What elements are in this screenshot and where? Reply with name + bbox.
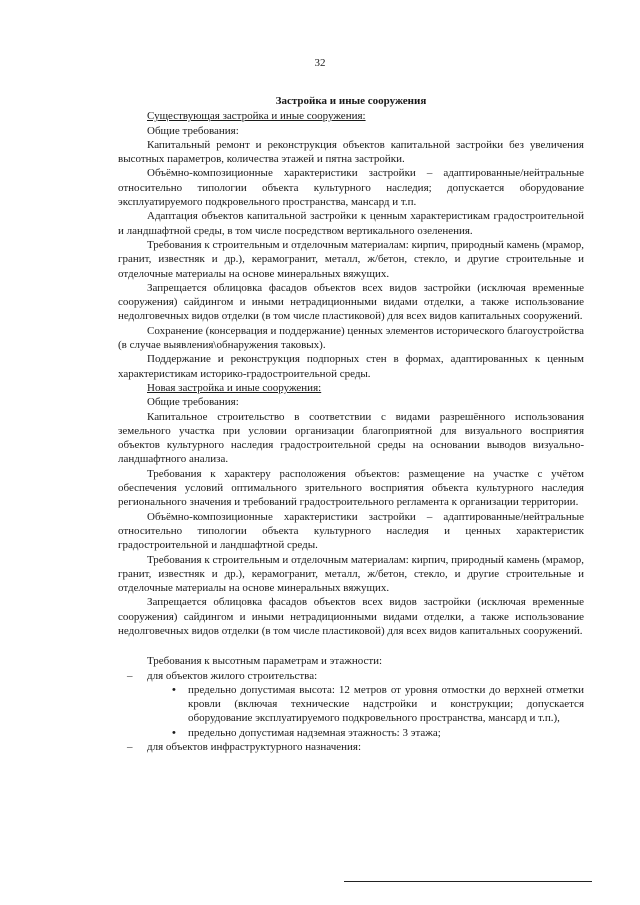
section-heading: Застройка и иные сооружения <box>275 95 427 107</box>
new-paragraph: Объёмно-композиционные характеристики застройки – адаптированные/нейтральные относительно типологии объекта культурного наследия и ценных характеристик градостроительной и ландшафтной среды. <box>118 510 584 552</box>
existing-paragraph: Требования к строительным и отделочным материалам: кирпич, природный камень (мрамор, гранит, известняк и др.), керамогранит, металл, ж/бетон, стекло, и другие строительные и отделочные материалы на основе минеральных вяжущих. <box>118 238 584 280</box>
height-requirements-intro: Требования к высотным параметрам и этажности: <box>147 655 383 668</box>
new-paragraph: Запрещается облицовка фасадов объектов всех видов застройки (исключая временные сооружения) сайдингом и иными нетрадиционными видами отделки, а также использование недолговечных видов отделки (в том числе пластиковой) для всех видов капитальных сооружений. <box>118 596 584 637</box>
footer-rule <box>344 881 592 882</box>
existing-paragraph: Капитальный ремонт и реконструкция объектов капитальной застройки без увеличения высотных параметров, количества этажей и пятна застройки. <box>118 138 584 166</box>
existing-paragraph: Адаптация объектов капитальной застройки к ценным характеристикам градостроительной и ландшафтной среды, в том числе посредством вертикального озеленения. <box>118 210 584 237</box>
new-paragraph: Требования к строительным и отделочным материалам: кирпич, природный камень (мрамор, гранит, известняк и др.), керамогранит, металл, ж/бетон, стекло, и другие строительные и отделочные материалы на основе минеральных вяжущих. <box>118 553 584 595</box>
height-requirements-list-continued <box>118 740 584 754</box>
height-requirements-list <box>118 669 584 683</box>
existing-general-label: Общие требования: <box>147 124 239 137</box>
infrastructure-group <box>118 740 584 754</box>
existing-paragraph: Запрещается облицовка фасадов объектов всех видов застройки (исключая временные сооружения) сайдингом и иными нетрадиционными видами отделки, а также использование недолговечных видов отделки (в том числе пластиковой) для всех видов капитальных сооружений. <box>118 281 584 323</box>
existing-paragraph: Сохранение (консервация и поддержание) ценных элементов исторического благоустройства (в случае выявления\обнаружения таковых). <box>118 324 584 352</box>
residential-bullets <box>118 683 584 740</box>
infrastructure-group-label: для объектов инфраструктурного назначения: <box>147 741 362 754</box>
spacer <box>118 638 584 654</box>
bullet-item: • предельно допустимая высота: 12 метров от уровня отмостки до верхней отметки кровли (включая технические надстройки и конструкции; допускается оборудование эксплуатируемого подкровельного пространства, мансард и т.п.), <box>172 683 584 726</box>
document-body <box>118 94 584 754</box>
new-general-label: Общие требования: <box>147 396 239 409</box>
existing-paragraph: Поддержание и реконструкция подпорных стен в формах, адаптированных к ценным характеристикам историко-градостроительной среды. <box>118 353 584 380</box>
new-paragraph: Капитальное строительство в соответствии с видами разрешённого использования земельного участка при условии организации благоприятной для визуального восприятия объектов культурного наследия градостроительной среды на основании выводов визуально-ландшафтного анализа. <box>118 410 584 466</box>
new-section-title: Новая застройка и иные сооружения: <box>147 381 322 394</box>
new-paragraph: Требования к характеру расположения объектов: размещение на участке с учётом обеспечения условий оптимального зрительного восприятия объекта культурного наследия регионального значения и требований градостроительного регламента к организации территории. <box>118 467 584 509</box>
residential-group <box>118 669 584 683</box>
bullet-item: • предельно допустимая надземная этажность: 3 этажа; <box>172 726 584 740</box>
residential-group-label: для объектов жилого строительства: <box>147 669 318 682</box>
existing-section-title: Существующая застройка и иные сооружения: <box>147 110 366 123</box>
page-number: 32 <box>314 57 326 69</box>
existing-paragraph: Объёмно-композиционные характеристики застройки – адаптированные/нейтральные относительно типологии объекта культурного наследия; допускается оборудование эксплуатируемого подкровельного пространства, мансард и т.п. <box>118 167 584 209</box>
